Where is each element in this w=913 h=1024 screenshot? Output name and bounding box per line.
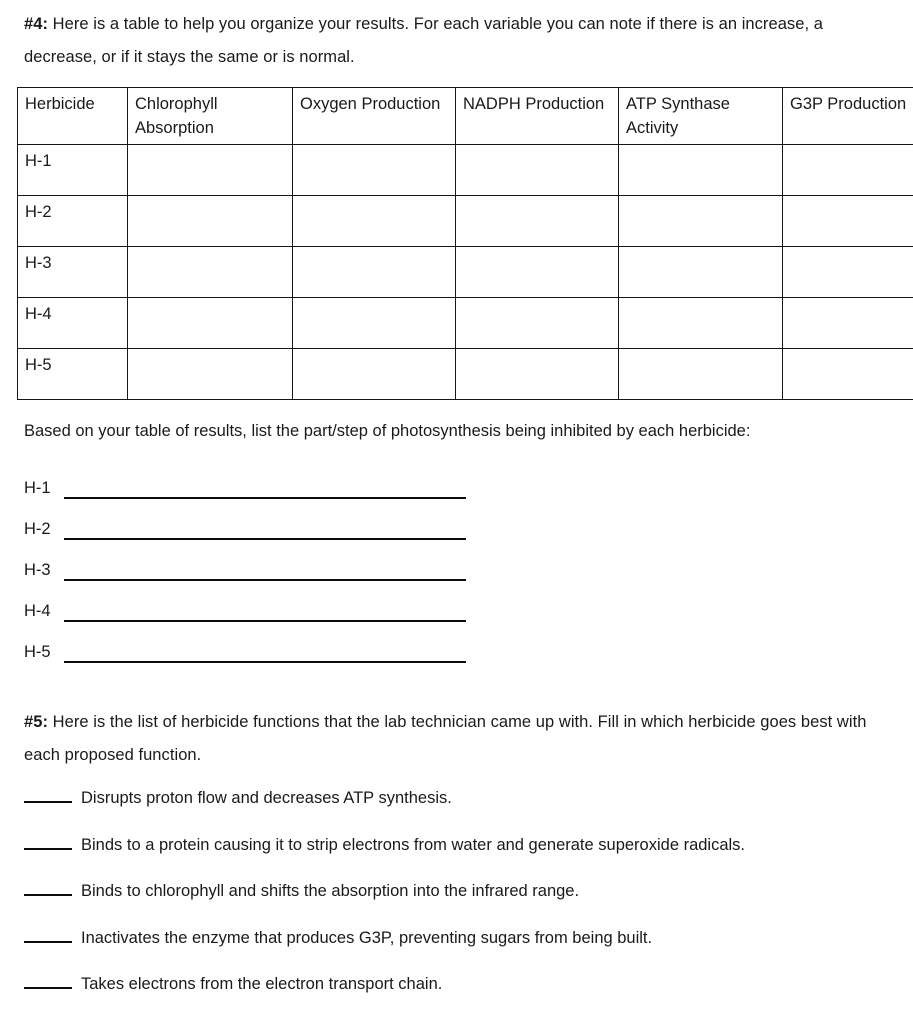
function-blank-3[interactable] [24, 879, 72, 896]
column-header-herbicide: Herbicide [18, 88, 128, 145]
cell-herbicide: H-2 [18, 196, 128, 247]
function-blank-4[interactable] [24, 926, 72, 943]
cell-g3p-production[interactable] [783, 145, 913, 196]
cell-g3p-production[interactable] [783, 298, 913, 349]
column-header-oxygen-production: Oxygen Production [293, 88, 456, 145]
cell-nadph-production[interactable] [456, 247, 619, 298]
answer-row-h3 [24, 558, 544, 599]
cell-atp-synthase-activity[interactable] [619, 247, 783, 298]
answer-write-line-h5[interactable] [64, 661, 466, 663]
answer-row-h4 [24, 599, 544, 640]
function-item [24, 879, 894, 926]
table-row [18, 196, 913, 247]
function-item [24, 833, 894, 880]
cell-herbicide: H-5 [18, 349, 128, 400]
cell-atp-synthase-activity[interactable] [619, 349, 783, 400]
answer-label-h3: H-3 [24, 561, 51, 579]
cell-oxygen-production[interactable] [293, 196, 456, 247]
column-header-atp-synthase-activity: ATP Synthase Activity [619, 88, 783, 145]
cell-g3p-production[interactable] [783, 247, 913, 298]
cell-chlorophyll-absorption[interactable] [128, 145, 293, 196]
cell-g3p-production[interactable] [783, 196, 913, 247]
function-item [24, 972, 894, 1019]
answer-write-line-h3[interactable] [64, 579, 466, 581]
cell-chlorophyll-absorption[interactable] [128, 349, 293, 400]
answer-label-h5: H-5 [24, 643, 51, 661]
function-blank-5[interactable] [24, 972, 72, 989]
cell-chlorophyll-absorption[interactable] [128, 196, 293, 247]
function-blank-2[interactable] [24, 833, 72, 850]
cell-herbicide: H-1 [18, 145, 128, 196]
cell-atp-synthase-activity[interactable] [619, 298, 783, 349]
herbicide-answer-list [24, 476, 544, 681]
answer-row-h5 [24, 640, 544, 681]
question-5-number: #5: [24, 713, 48, 731]
function-item [24, 926, 894, 973]
cell-nadph-production[interactable] [456, 196, 619, 247]
cell-oxygen-production[interactable] [293, 247, 456, 298]
question-4-number: #4: [24, 15, 48, 33]
question-4-paragraph [24, 8, 872, 74]
function-text-3: Binds to chlorophyll and shifts the absorption into the infrared range. [81, 882, 580, 900]
answer-write-line-h2[interactable] [64, 538, 466, 540]
cell-nadph-production[interactable] [456, 349, 619, 400]
answer-write-line-h1[interactable] [64, 497, 466, 499]
question-5-paragraph [24, 706, 872, 772]
cell-oxygen-production[interactable] [293, 145, 456, 196]
table-body [18, 145, 913, 400]
results-table [17, 87, 913, 400]
table-row [18, 298, 913, 349]
function-item [24, 786, 894, 833]
cell-atp-synthase-activity[interactable] [619, 145, 783, 196]
table-row [18, 145, 913, 196]
answer-row-h1 [24, 476, 544, 517]
function-blank-1[interactable] [24, 786, 72, 803]
cell-chlorophyll-absorption[interactable] [128, 247, 293, 298]
function-text-1: Disrupts proton flow and decreases ATP synthesis. [81, 789, 452, 807]
cell-nadph-production[interactable] [456, 298, 619, 349]
column-header-g3p-production: G3P Production [783, 88, 913, 145]
answer-label-h1: H-1 [24, 479, 51, 497]
column-header-chlorophyll-absorption: Chlorophyll Absorption [128, 88, 293, 145]
cell-oxygen-production[interactable] [293, 349, 456, 400]
answer-label-h2: H-2 [24, 520, 51, 538]
cell-nadph-production[interactable] [456, 145, 619, 196]
table-header [18, 88, 913, 145]
based-on-results-prompt: Based on your table of results, list the part/step of photosynthesis being inhibited by each herbicide: [24, 422, 751, 440]
function-text-5: Takes electrons from the electron transport chain. [81, 975, 443, 993]
function-text-4: Inactivates the enzyme that produces G3P, preventing sugars from being built. [81, 928, 653, 947]
table-row [18, 349, 913, 400]
question-4-text: Here is a table to help you organize your results. For each variable you can note if there is an increase, a decrease, or if it stays the same or is normal. [24, 15, 823, 66]
cell-oxygen-production[interactable] [293, 298, 456, 349]
cell-herbicide: H-4 [18, 298, 128, 349]
table-header-row [18, 88, 913, 145]
answer-write-line-h4[interactable] [64, 620, 466, 622]
function-text-2: Binds to a protein causing it to strip electrons from water and generate superoxide radicals. [81, 835, 746, 854]
answer-row-h2 [24, 517, 544, 558]
cell-atp-synthase-activity[interactable] [619, 196, 783, 247]
cell-chlorophyll-absorption[interactable] [128, 298, 293, 349]
column-header-nadph-production: NADPH Production [456, 88, 619, 145]
cell-g3p-production[interactable] [783, 349, 913, 400]
question-5-text: Here is the list of herbicide functions that the lab technician came up with. Fill in which herbicide goes best with each proposed function. [24, 713, 867, 764]
herbicide-function-list [24, 786, 894, 1019]
table-row [18, 247, 913, 298]
cell-herbicide: H-3 [18, 247, 128, 298]
answer-label-h4: H-4 [24, 602, 51, 620]
